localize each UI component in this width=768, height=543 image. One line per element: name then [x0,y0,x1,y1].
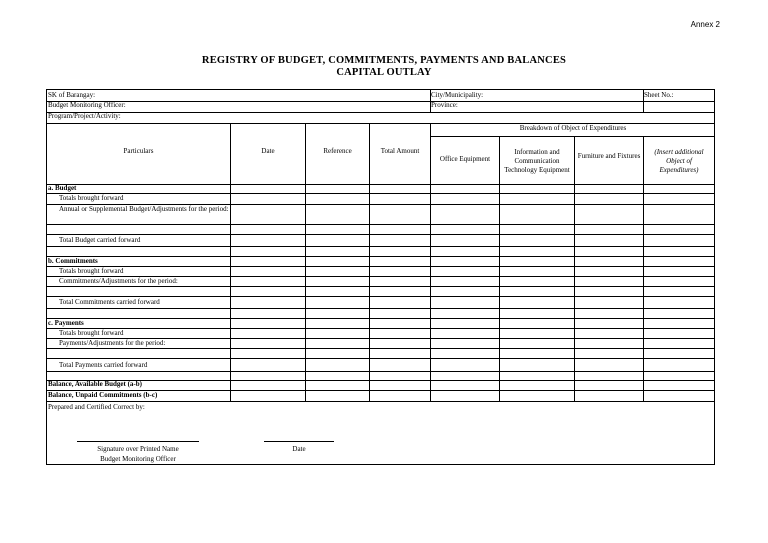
table-row [47,358,714,359]
divider [47,184,714,185]
table-row [47,286,714,287]
row-budget-forward: Totals brought forward [59,194,124,202]
row-pay-adjustments: Payments/Adjustments for the period: [59,339,166,347]
divider [305,123,306,401]
column-office-equipment: Office Equipment [439,155,491,163]
province-label: Province: [431,101,458,109]
table-row [47,266,714,267]
column-furniture-fixtures: Furniture and Fixtures [577,152,641,160]
table-row [47,348,714,349]
divider [499,136,500,401]
annex-label: Annex 2 [690,20,720,29]
divider [47,112,714,113]
column-ict-equipment: Information and Communication Technology Equipment [504,148,570,174]
table-row [47,380,714,381]
row-budget-heading: a. Budget [48,184,77,192]
divider [643,136,644,401]
table-row [47,296,714,297]
row-budget-annual: Annual or Supplemental Budget/Adjustments for the period: [59,205,229,213]
table-row [47,256,714,257]
column-date: Date [261,147,275,155]
budget-officer-label: Budget Monitoring Officer: [48,101,126,109]
row-budget-carried: Total Budget carried forward [59,236,141,244]
table-row [47,401,714,402]
sheet-no-label: Sheet No.: [644,91,674,99]
row-payments-heading: c. Payments [48,319,84,327]
city-municipality-label: City/Municipality: [431,91,484,99]
table-row [47,224,714,225]
divider [430,136,714,137]
program-label: Program/Project/Activity: [48,112,121,120]
table-row [47,371,714,372]
column-additional-expenditures: (Insert additional Object of Expenditures) [654,148,704,174]
divider [574,136,575,401]
divider [430,123,431,401]
row-commit-carried: Total Commitments carried forward [59,298,160,306]
officer-caption: Budget Monitoring Officer [100,455,176,463]
table-row [47,308,714,309]
signature-caption: Signature over Printed Name [97,445,179,453]
row-pay-carried: Total Payments carried forward [59,361,148,369]
date-line [264,441,334,442]
column-total-amount: Total Amount [380,147,420,155]
table-row [47,246,714,247]
column-reference: Reference [323,147,352,155]
divider [430,90,431,112]
table-row [47,318,714,319]
column-breakdown: Breakdown of Object of Expenditures [519,124,627,132]
table-row [47,234,714,235]
divider [230,123,231,401]
row-commit-adjustments: Commitments/Adjustments for the period: [59,277,178,285]
divider [47,101,714,102]
sk-barangay-label: SK of Barangay: [48,91,96,99]
row-balance-unpaid: Balance, Unpaid Commitments (b-c) [48,391,158,399]
signature-line [77,441,199,442]
table-row [47,328,714,329]
column-particulars: Particulars [123,147,154,155]
registry-table [46,89,715,465]
row-balance-available: Balance, Available Budget (a-b) [48,380,142,388]
table-row [47,193,714,194]
divider [643,90,644,112]
row-commitments-heading: b. Commitments [48,257,98,265]
row-pay-forward: Totals brought forward [59,329,124,337]
row-commit-forward: Totals brought forward [59,267,124,275]
page-subtitle: CAPITAL OUTLAY [336,67,432,78]
divider [369,123,370,401]
page-title: REGISTRY OF BUDGET, COMMITMENTS, PAYMENTS AND BALANCES [201,55,567,66]
prepared-label: Prepared and Certified Correct by: [48,403,145,411]
date-caption: Date [292,445,306,453]
